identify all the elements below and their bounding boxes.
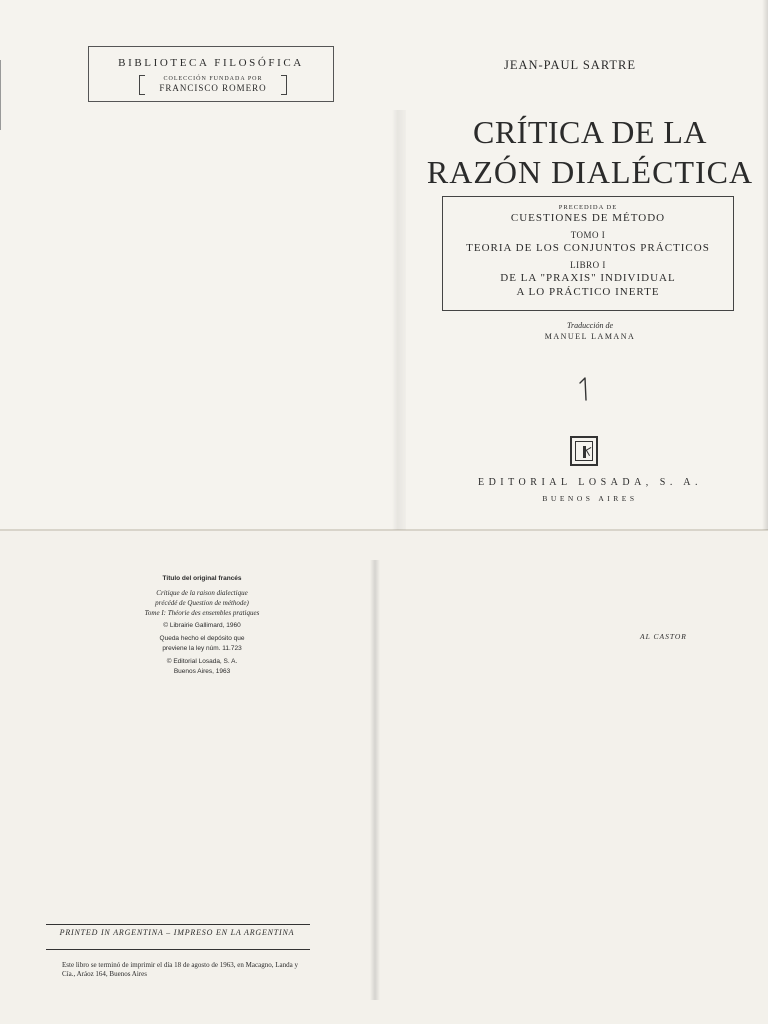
translation-label: Traducción de [567,321,613,330]
series-box [88,46,334,102]
gallimard-copyright: © Librairie Gallimard, 1960 [163,622,241,629]
original-title-1: Critique de la raison dialectique [156,589,248,597]
series-founder-block [149,75,277,97]
losada-copyright: © Editorial Losada, S. A. [166,658,238,665]
colophon: Este libro se terminó de imprimir el día 18 de agosto de 1963, en Macagno, Landa y Cía., Aráoz 164, Buenos Aires [62,961,298,978]
series-founder: FRANCISCO ROMERO [159,83,267,93]
volume-title: TEORIA DE LOS CONJUNTOS PRÁCTICOS [466,242,710,254]
logo-frame [575,441,593,461]
original-title-2: précédé de Question de méthode) [155,599,249,607]
publisher-name: EDITORIAL LOSADA, S. A. [477,477,703,488]
printed-rule-top [46,924,310,925]
dedication: AL CASTOR [640,632,687,641]
copyright-block [92,574,312,677]
handwritten-number-mark [577,374,593,404]
left-bracket [139,75,145,95]
contents-box [442,196,734,311]
original-title-3: Tome I: Théorie des ensembles pratiques [144,609,260,617]
book-title [420,112,760,192]
book-title-part-2: A LO PRÁCTICO INERTE [516,286,660,298]
printed-in-line: PRINTED IN ARGENTINA – IMPRESO EN LA ARGENTINA [59,928,295,937]
series-founded-label: COLECCIÓN FUNDADA POR [163,76,263,82]
publisher-logo [570,436,598,466]
series-title: BIBLIOTECA FILOSÓFICA [118,57,304,69]
logo-branch-icon [586,447,595,456]
book-title-part-1: DE LA "PRAXIS" INDIVIDUAL [500,272,676,284]
book-label: LIBRO I [570,260,606,270]
scan-divider [0,529,768,531]
translator-name: MANUEL LAMANA [544,332,636,341]
volume-label: TOMO I [570,230,606,240]
place-year: Buenos Aires, 1963 [173,668,231,675]
page-edge-shadow [762,0,768,530]
deposit-line-1: Queda hecho el depósito que [159,635,245,642]
book-title-line-2: RAZÓN DIALÉCTICA [426,154,754,190]
page-edge-mark [0,60,5,130]
book-title-line-1: CRÍTICA DE LA [472,114,708,150]
deposit-line-2: previene la ley núm. 11.723 [162,645,242,652]
printed-rule-bottom [46,949,310,950]
preceded-work: CUESTIONES DE MÉTODO [510,212,666,224]
logo-l-glyph [583,446,586,458]
author-name: JEAN-PAUL SARTRE [503,58,637,72]
original-title-label: Título del original francés [162,575,242,582]
preceded-label: PRECEDIDA DE [558,204,618,211]
translation-credit [500,320,680,343]
publisher-city: BUENOS AIRES [542,494,638,503]
gutter-shadow-top [392,110,406,530]
gutter-shadow-bottom [370,560,380,1000]
right-bracket [281,75,287,95]
